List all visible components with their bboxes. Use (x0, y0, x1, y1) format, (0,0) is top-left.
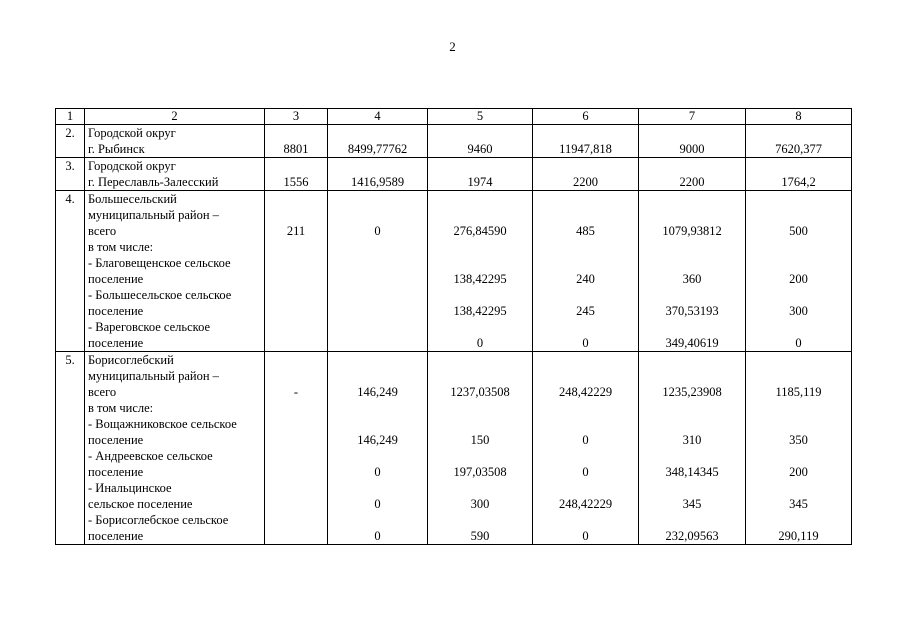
value-line: 1556 (283, 175, 309, 189)
value-line: 146,249 (357, 385, 398, 399)
value-line: 310 (682, 433, 702, 447)
value-line: 1237,03508 (450, 385, 510, 399)
value-line (431, 319, 529, 335)
value-line (331, 335, 424, 351)
value-line (536, 158, 635, 174)
value-line: 248,42229 (558, 497, 613, 511)
value-line: 0 (374, 497, 381, 511)
value-line: 232,09563 (665, 529, 719, 543)
value-line (536, 125, 635, 141)
value-line: 11947,818 (559, 142, 612, 156)
value-cell (265, 158, 328, 191)
value-line (536, 400, 635, 416)
value-line (536, 191, 635, 207)
value-line (536, 207, 635, 223)
value-line (431, 512, 529, 528)
row-number: 3. (56, 158, 85, 191)
value-line (431, 352, 529, 368)
value-cell (428, 125, 533, 158)
value-cell (533, 352, 639, 545)
value-line: 200 (789, 272, 808, 286)
value-line (268, 125, 324, 141)
value-line (536, 255, 635, 271)
territory-cell (85, 158, 265, 191)
value-line (268, 512, 324, 528)
value-line (268, 287, 324, 303)
value-line: 345 (682, 497, 702, 511)
value-line: 197,03508 (453, 465, 507, 479)
value-line (749, 207, 848, 223)
header-cell: 6 (533, 109, 639, 125)
value-line (642, 416, 742, 432)
value-line: 276,84590 (453, 224, 507, 238)
value-line (642, 319, 742, 335)
value-line: 1235,23908 (662, 385, 722, 399)
header-cell: 5 (428, 109, 533, 125)
value-line (431, 416, 529, 432)
value-line (642, 255, 742, 271)
value-line: 590 (470, 529, 490, 543)
territory-line: - Вощажниковское сельское (88, 417, 237, 431)
territory-line: - Андреевское сельское (88, 449, 213, 463)
territory-line: в том числе: (88, 240, 154, 254)
value-line (268, 368, 324, 384)
value-line (331, 191, 424, 207)
value-cell (746, 191, 852, 352)
value-line: 8499,77762 (347, 142, 408, 156)
value-line (431, 400, 529, 416)
data-table (55, 108, 852, 545)
value-line: 500 (789, 224, 808, 238)
value-line: 290,119 (778, 529, 819, 543)
value-line: 345 (789, 497, 808, 511)
value-cell (428, 191, 533, 352)
value-line (268, 496, 324, 512)
value-line: 245 (576, 304, 595, 318)
value-line: 1185,119 (775, 385, 822, 399)
value-line (268, 207, 324, 223)
value-line (536, 319, 635, 335)
value-cell (428, 158, 533, 191)
value-line (268, 432, 324, 448)
territory-line: муниципальный район – (88, 208, 219, 222)
value-line: 2200 (573, 175, 598, 189)
value-cell (533, 125, 639, 158)
value-line: 200 (789, 465, 808, 479)
value-line: 0 (374, 224, 381, 238)
value-line (268, 271, 324, 287)
value-line (749, 125, 848, 141)
value-line (331, 319, 424, 335)
value-line: 138,42295 (453, 304, 507, 318)
value-line (642, 512, 742, 528)
value-line (749, 400, 848, 416)
value-cell (328, 191, 428, 352)
value-line (268, 335, 324, 351)
value-cell (746, 125, 852, 158)
territory-line: поселение (88, 433, 144, 447)
value-line (642, 207, 742, 223)
value-line (331, 352, 424, 368)
value-line (642, 400, 742, 416)
value-line (642, 239, 742, 255)
value-line (331, 207, 424, 223)
value-line (331, 512, 424, 528)
value-line (536, 287, 635, 303)
value-line: 8801 (283, 142, 309, 156)
value-line (749, 255, 848, 271)
value-line (268, 416, 324, 432)
territory-line: всего (88, 385, 117, 399)
value-line (268, 191, 324, 207)
value-line: 146,249 (357, 433, 398, 447)
value-cell (639, 158, 746, 191)
header-row (56, 109, 852, 125)
value-cell (328, 352, 428, 545)
territory-line: Городской округ (88, 159, 176, 173)
value-line (749, 368, 848, 384)
value-line (749, 448, 848, 464)
territory-line: Борисоглебский (88, 353, 174, 367)
value-line: 150 (470, 433, 490, 447)
value-line (331, 271, 424, 287)
value-line (536, 416, 635, 432)
value-line (431, 480, 529, 496)
value-line (331, 125, 424, 141)
value-line: 350 (789, 433, 808, 447)
value-line (431, 158, 529, 174)
table-row (56, 158, 852, 191)
value-line (642, 287, 742, 303)
value-line (268, 400, 324, 416)
value-line: 370,53193 (665, 304, 719, 318)
value-line: 0 (582, 529, 589, 543)
value-cell (428, 352, 533, 545)
value-line (431, 287, 529, 303)
header-cell: 4 (328, 109, 428, 125)
value-line (431, 125, 529, 141)
value-line: 1764,2 (781, 175, 816, 189)
value-line: 240 (576, 272, 595, 286)
value-line (268, 239, 324, 255)
value-line: - (293, 385, 299, 399)
value-line: 9460 (467, 142, 493, 156)
value-line (431, 255, 529, 271)
value-line (536, 368, 635, 384)
value-line (331, 448, 424, 464)
value-line (749, 416, 848, 432)
value-line (331, 239, 424, 255)
territory-line: - Борисоглебское сельское (88, 513, 229, 527)
value-line (331, 303, 424, 319)
territory-line: сельское поселение (88, 497, 193, 511)
value-line (268, 528, 324, 544)
territory-line: - Инальцинское (88, 481, 172, 495)
value-line: 300 (789, 304, 808, 318)
territory-line: поселение (88, 336, 144, 350)
table-row (56, 191, 852, 352)
value-line: 2200 (679, 175, 705, 189)
value-line (749, 480, 848, 496)
value-cell (746, 158, 852, 191)
value-cell (746, 352, 852, 545)
value-line: 138,42295 (453, 272, 507, 286)
value-line (431, 448, 529, 464)
table-row (56, 352, 852, 545)
value-line (331, 416, 424, 432)
header-cell: 7 (639, 109, 746, 125)
value-line: 0 (374, 529, 381, 543)
territory-line: Большесельский (88, 192, 177, 206)
value-line: 360 (682, 272, 702, 286)
value-line (331, 368, 424, 384)
territory-line: поселение (88, 304, 144, 318)
value-line (268, 464, 324, 480)
header-cell: 1 (56, 109, 85, 125)
value-line (749, 512, 848, 528)
value-line: 1416,9589 (350, 175, 405, 189)
value-cell (328, 125, 428, 158)
territory-cell (85, 191, 265, 352)
value-line (536, 480, 635, 496)
territory-line: в том числе: (88, 401, 154, 415)
value-line: 248,42229 (558, 385, 613, 399)
value-line (749, 287, 848, 303)
territory-line: всего (88, 224, 117, 238)
value-line: 0 (582, 336, 589, 350)
value-line: 0 (795, 336, 802, 350)
territory-line: муниципальный район – (88, 369, 219, 383)
value-line (642, 352, 742, 368)
value-line (268, 303, 324, 319)
row-number: 2. (56, 125, 85, 158)
value-line (268, 255, 324, 271)
header-cell: 8 (746, 109, 852, 125)
value-cell (639, 125, 746, 158)
value-line (331, 255, 424, 271)
header-cell: 2 (85, 109, 265, 125)
value-line (749, 158, 848, 174)
value-line: 211 (286, 224, 306, 238)
table-body (56, 109, 852, 545)
value-cell (533, 158, 639, 191)
page-number: 2 (449, 39, 456, 54)
value-cell (533, 191, 639, 352)
value-cell (265, 191, 328, 352)
value-cell (639, 191, 746, 352)
territory-cell (85, 352, 265, 545)
value-cell (639, 352, 746, 545)
territory-line: г. Рыбинск (88, 142, 145, 156)
territory-line: г. Переславль-Залесский (88, 175, 219, 189)
value-line (749, 352, 848, 368)
value-line: 485 (576, 224, 595, 238)
value-line: 0 (476, 336, 484, 350)
header-cell: 3 (265, 109, 328, 125)
value-line: 0 (374, 465, 381, 479)
value-line: 348,14345 (665, 465, 719, 479)
value-line (536, 239, 635, 255)
value-line: 9000 (679, 142, 705, 156)
value-line (331, 480, 424, 496)
value-line (536, 512, 635, 528)
value-cell (265, 352, 328, 545)
value-line (431, 239, 529, 255)
territory-line: Городской округ (88, 126, 176, 140)
territory-cell (85, 125, 265, 158)
value-line: 300 (470, 497, 490, 511)
value-line (642, 191, 742, 207)
value-cell (328, 158, 428, 191)
value-line (536, 448, 635, 464)
value-line: 0 (582, 433, 589, 447)
territory-line: - Благовещенское сельское (88, 256, 231, 270)
value-line: 7620,377 (775, 142, 822, 156)
value-line (749, 319, 848, 335)
value-line (642, 448, 742, 464)
value-line (642, 480, 742, 496)
value-line (642, 368, 742, 384)
value-line (749, 239, 848, 255)
value-line (331, 158, 424, 174)
value-line: 1974 (467, 175, 493, 189)
row-number: 4. (56, 191, 85, 352)
value-line (331, 287, 424, 303)
value-line (536, 352, 635, 368)
territory-line: поселение (88, 529, 144, 543)
territory-line: поселение (88, 465, 144, 479)
value-line (431, 207, 529, 223)
value-line: 0 (582, 465, 589, 479)
value-line (431, 368, 529, 384)
value-line (431, 191, 529, 207)
value-line (268, 319, 324, 335)
territory-line: поселение (88, 272, 144, 286)
value-line (331, 400, 424, 416)
value-line (642, 125, 742, 141)
value-cell (265, 125, 328, 158)
value-line: 1079,93812 (662, 224, 722, 238)
territory-line: - Большесельское сельское (88, 288, 232, 302)
table-row (56, 125, 852, 158)
value-line: 349,40619 (665, 336, 719, 350)
value-line (268, 480, 324, 496)
value-line (749, 191, 848, 207)
value-line (268, 448, 324, 464)
value-line (642, 158, 742, 174)
value-line (268, 352, 324, 368)
value-line (268, 158, 324, 174)
row-number: 5. (56, 352, 85, 545)
territory-line: - Вареговское сельское (88, 320, 211, 334)
